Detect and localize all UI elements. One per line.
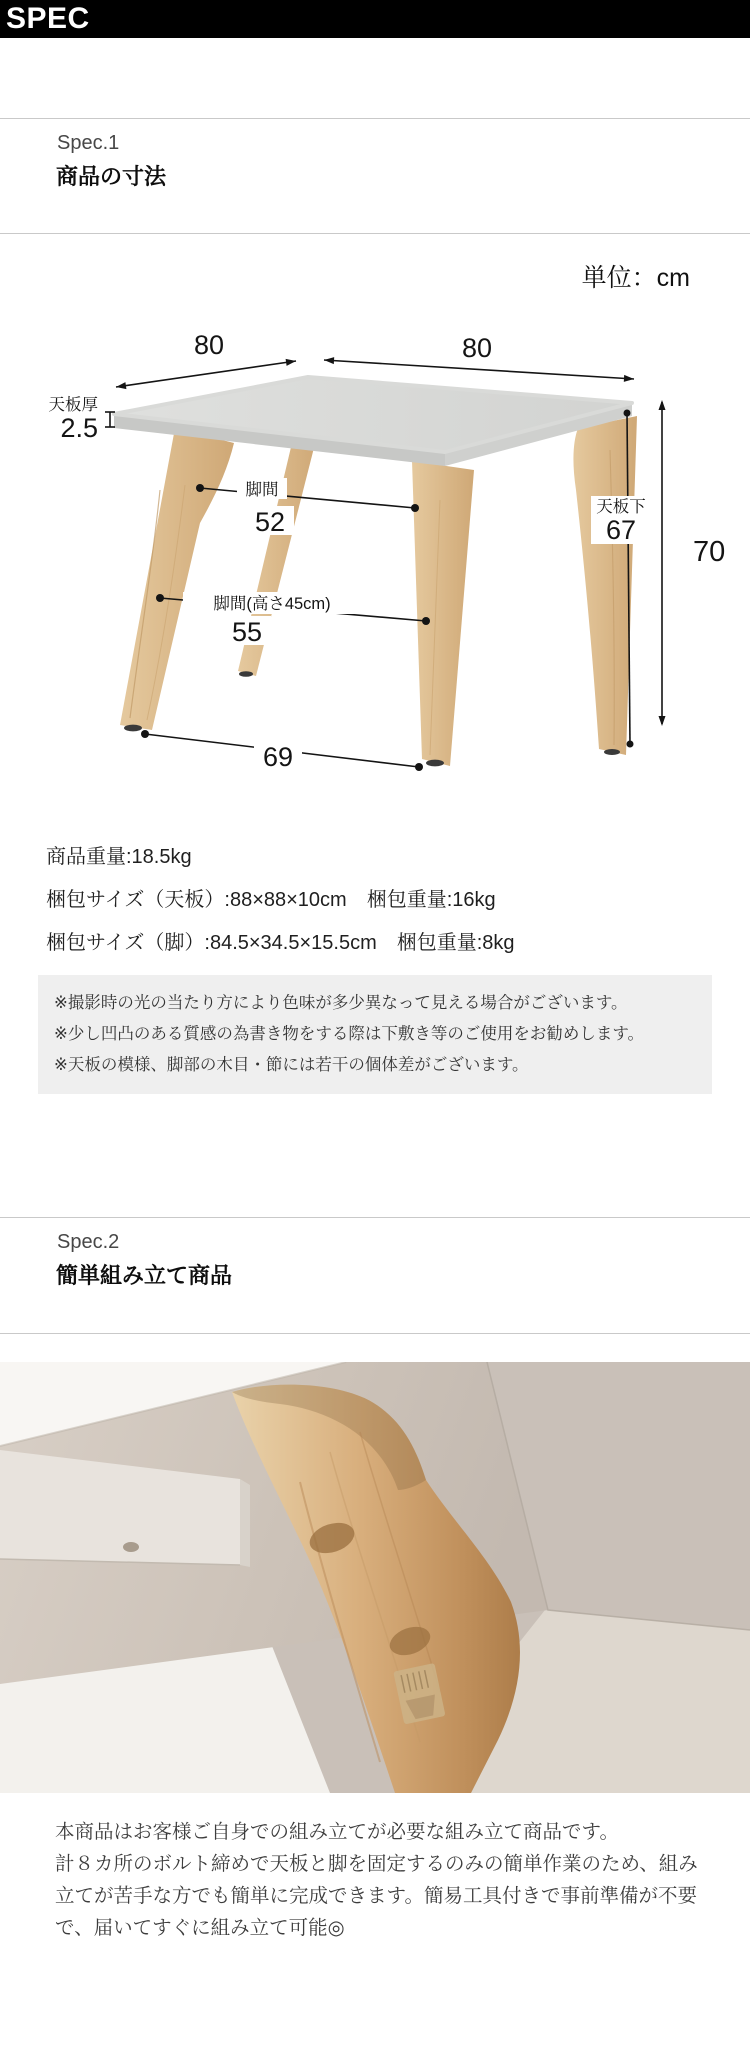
unit-label: 単位：cm [581,264,690,292]
dim-leg-span [196,478,419,535]
detail-package-legs: 梱包サイズ（脚）:84.5×34.5×15.5cm 梱包重量:8kg [46,932,515,954]
dim-leg-span-45-value: 55 [231,617,263,647]
dim-under-top-value: 67 [605,515,637,545]
dim-foot-span-value: 69 [262,742,294,772]
dim-top-width-right-value: 80 [461,333,493,363]
assembly-description [55,1816,698,1944]
dimension-diagram [25,300,725,800]
divider [0,1217,750,1218]
description-line: で、届いてすぐに組み立て可能◎ [55,1917,345,1939]
product-details [46,836,515,965]
detail-package-top: 梱包サイズ（天板）:88×88×10cm 梱包重量:16kg [46,889,496,911]
dim-under-top-label: 天板下 [596,498,646,516]
spec2-label: Spec.2 [57,1231,120,1253]
divider [0,118,750,119]
dim-total-height-value: 70 [693,536,725,568]
dim-leg-span-45-label: 脚間(高さ45cm) [213,595,331,613]
dim-top-width-left-value: 80 [193,330,225,360]
description-line: 計８カ所のボルト締めで天板と脚を固定するのみの簡単作業のため、組み [55,1853,698,1875]
dim-leg-span-label: 脚間 [245,481,279,499]
note-line: ※撮影時の光の当たり方により色味が多少異なって見える場合がございます。 [54,994,628,1012]
spec1-label: Spec.1 [57,132,120,154]
note-line: ※天板の模様、脚部の木目・節には若干の個体差がございます。 [54,1056,529,1074]
spec2-title: 簡単組み立て商品 [56,1263,233,1288]
dim-top-thickness-label: 天板厚 [48,396,98,414]
dim-leg-span-value: 52 [254,507,286,537]
note-line: ※少し凹凸のある質感の為書き物をする際は下敷き等のご使用をお勧めします。 [54,1025,645,1043]
spec1-title: 商品の寸法 [56,164,167,189]
notes-box [38,975,712,1094]
spec-header-bar [0,0,750,38]
divider [0,1333,750,1334]
description-line: 本商品はお客様ご自身での組み立てが必要な組み立て商品です。 [55,1821,619,1843]
detail-weight: 商品重量:18.5kg [46,846,192,868]
assembly-photo [0,1362,750,1793]
spec-header-title: SPEC [6,2,90,35]
description-line: 立てが苦手な方でも簡単に完成できます。簡易工具付きで事前準備が不要 [55,1885,697,1907]
table-legs [120,416,637,766]
divider [0,233,750,234]
dim-total-height [659,400,666,726]
dim-top-thickness-value: 2.5 [60,413,98,443]
